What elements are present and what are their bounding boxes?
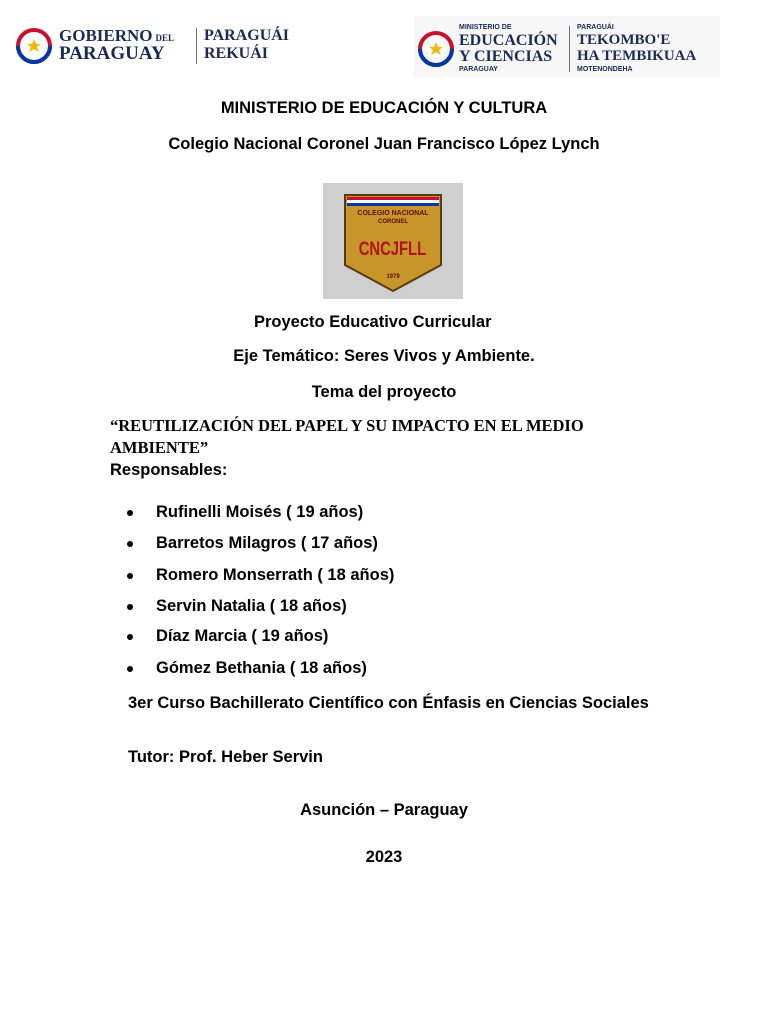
bullet-icon <box>127 634 133 640</box>
logo-rekuai-text: REKUÁI <box>204 45 269 62</box>
responsable-name: Servin Natalia ( 18 años) <box>156 597 347 615</box>
bullet-icon <box>127 573 133 579</box>
bullet-icon <box>127 541 133 547</box>
ministerio-educacion-logo <box>414 16 720 78</box>
responsable-name: Rufinelli Moisés ( 19 años) <box>156 503 364 521</box>
responsables-label: Responsables: <box>110 461 228 479</box>
tema-label: Tema del proyecto <box>311 383 457 401</box>
bullet-icon <box>127 510 133 516</box>
bullet-icon <box>127 604 133 610</box>
logo-motenondeha-text: MOTENONDEHA <box>577 66 633 73</box>
logo-educacion-text: EDUCACIÓN <box>459 32 558 49</box>
crest-sub-text: CORONEL <box>378 219 408 225</box>
logo-ministerio-de-text: MINISTERIO DE <box>459 24 512 31</box>
tutor-text: Tutor: Prof. Heber Servin <box>128 748 323 766</box>
crest-monogram: CNCJFLL <box>358 238 427 260</box>
logo-y-ciencias-text: Y CIENCIAS <box>459 48 553 65</box>
responsable-name: Díaz Marcia ( 19 años) <box>156 627 329 645</box>
logo-paraguai-small-text: PARAGUÁI <box>577 24 614 31</box>
logo-paraguay-text: PARAGUAY <box>59 43 165 64</box>
crest-year: 1979 <box>386 274 400 280</box>
paraguay-emblem-icon <box>416 31 456 67</box>
crest-shield-icon <box>323 183 463 299</box>
eje-tematico-heading: Eje Temático: Seres Vivos y Ambiente. <box>233 347 535 365</box>
responsable-name: Romero Monserrath ( 18 años) <box>156 566 395 584</box>
curso-text: 3er Curso Bachillerato Científico con Énfasis en Ciencias Sociales <box>128 694 649 712</box>
crest-top-text: COLEGIO NACIONAL <box>357 210 429 217</box>
school-crest <box>323 183 463 299</box>
logo-tekomboe-text: TEKOMBO'E <box>577 32 671 48</box>
logo-paraguai-text: PARAGUÁI <box>204 27 290 44</box>
logo-ha-tembikuaa-text: HA TEMBIKUAA <box>577 48 697 64</box>
gobierno-paraguay-logo <box>14 24 304 68</box>
proyecto-heading: Proyecto Educativo Curricular <box>254 313 492 331</box>
bullet-icon <box>127 666 133 672</box>
project-title: “REUTILIZACIÓN DEL PAPEL Y SU IMPACTO EN EL MEDIO AMBIENTE” <box>110 416 584 457</box>
logo-gobierno-text: GOBIERNO <box>59 26 153 45</box>
lugar-text: Asunción – Paraguay <box>300 801 468 819</box>
logo-del-text: DEL <box>155 33 175 43</box>
responsable-name: Barretos Milagros ( 17 años) <box>156 534 378 552</box>
logo-paraguay-small-text: PARAGUAY <box>459 66 498 73</box>
ministerio-heading: MINISTERIO DE EDUCACIÓN Y CULTURA <box>220 99 548 117</box>
paraguay-emblem-icon <box>14 28 54 64</box>
colegio-heading: Colegio Nacional Coronel Juan Francisco López Lynch <box>168 135 600 153</box>
responsable-name: Gómez Bethania ( 18 años) <box>156 659 367 677</box>
anio-text: 2023 <box>365 848 403 866</box>
